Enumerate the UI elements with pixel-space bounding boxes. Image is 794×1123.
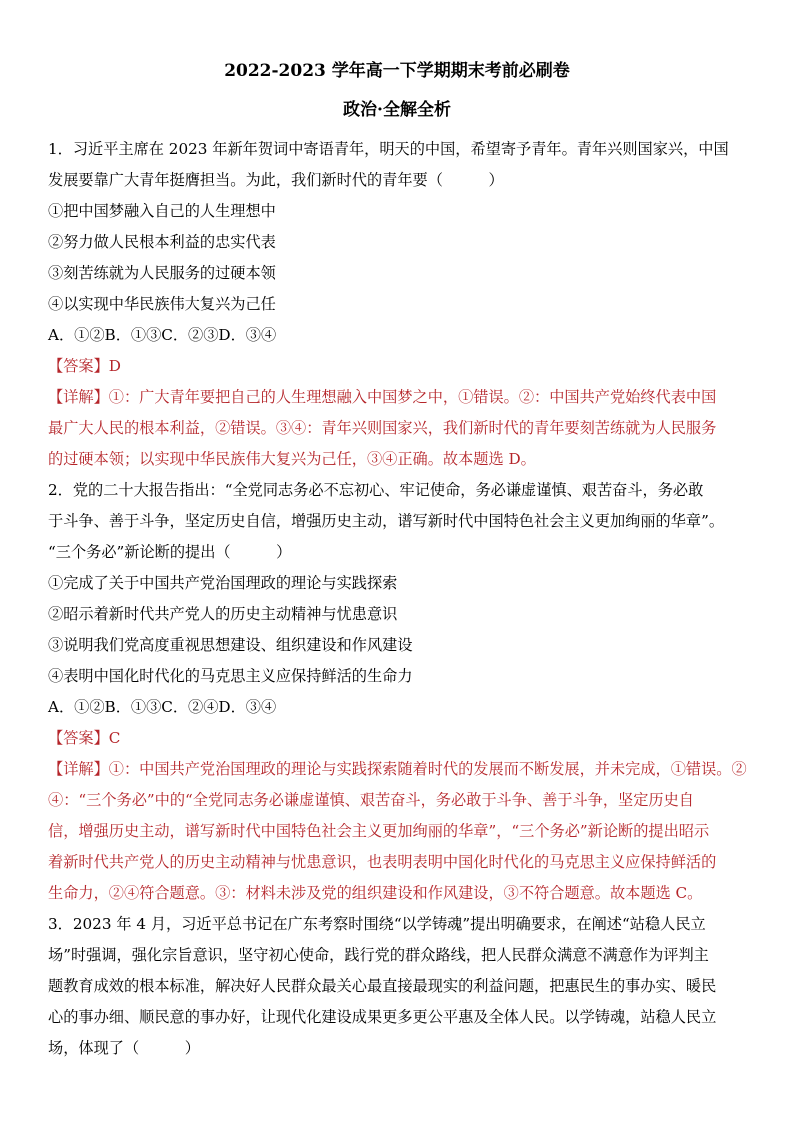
- answer-value: C: [108, 729, 121, 747]
- document-subtitle: 政治·全解全析: [343, 100, 451, 120]
- question-1: [48, 134, 760, 475]
- question-stem-line: 3．2023 年 4 月，习近平总书记在广东考察时围绕“以学铸魂”提出明确要求，在阐述“站稳人民立: [48, 915, 706, 933]
- explanation-line: 着新时代共产党人的历史主动精神与忧患意识，也表明表明中国化时代化的马克思主义应保持鲜活的: [48, 853, 717, 871]
- answer-label: 【答案】: [48, 357, 109, 375]
- option-line: ④表明中国化时代化的马克思主义应保持鲜活的生命力: [48, 667, 413, 685]
- choices-line: A．①②B．①③C．②③D．③④: [48, 326, 277, 344]
- option-line: ①把中国梦融入自己的人生理想中: [48, 202, 276, 220]
- document-title: 2022-2023 学年高一下学期期末考前必刷卷: [224, 61, 570, 81]
- explanation-line: 的过硬本领；以实现中华民族伟大复兴为己任，③④正确。故本题选 D。: [48, 450, 536, 468]
- option-line: ②昭示着新时代共产党人的历史主动精神与忧患意识: [48, 605, 398, 623]
- option-line: ②努力做人民根本利益的忠实代表: [48, 233, 276, 251]
- question-stem-line: 于斗争、善于斗争，坚定历史自信，增强历史主动，谱写新时代中国特色社会主义更加绚丽的华章”。: [48, 512, 725, 530]
- explanation-line: ④：“三个务必”中的“全党同志务必谦虚谨慎、艰苦奋斗，务必敢于斗争、善于斗争，坚定历史自: [48, 791, 694, 809]
- option-line: ①完成了关于中国共产党治国理政的理论与实践探索: [48, 574, 398, 592]
- answer-line: [48, 723, 760, 754]
- explanation-text: ①：中国共产党治国理政的理论与实践探索随着时代的发展而不断发展，并未完成，①错误。②: [108, 760, 747, 778]
- option-line: ③刻苦练就为人民服务的过硬本领: [48, 264, 276, 282]
- document-body: [48, 134, 760, 1064]
- question-stem-line: “三个务必”新论断的提出（ ）: [48, 543, 292, 561]
- explanation-line: 信，增强历史主动，谱写新时代中国特色社会主义更加绚丽的华章”，“三个务必”新论断的提出昭示: [48, 822, 710, 840]
- question-stem-line: 2．党的二十大报告指出：“全党同志务必不忘初心、牢记使命，务必谦虚谨慎、艰苦奋斗，务必敢: [48, 481, 704, 499]
- question-stem-line: 场”时强调，强化宗旨意识，坚守初心使命，践行党的群众路线，把人民群众满意不满意作为评判主: [48, 946, 709, 964]
- question-stem-line: 发展要靠广大青年挺膺担当。为此，我们新时代的青年要（ ）: [48, 171, 504, 189]
- question-stem-line: 1．习近平主席在 2023 年新年贺词中寄语青年，明天的中国，希望寄予青年。青年兴则国家兴，中国: [48, 140, 729, 158]
- explanation-line: 最广大人民的根本利益，②错误。③④：青年兴则国家兴，我们新时代的青年要刻苦练就为人民服务: [48, 419, 717, 437]
- answer-value: D: [108, 357, 121, 375]
- question-stem-line: 题教育成效的根本标准，解决好人民群众最关心最直接最现实的利益问题，把惠民生的事办实、暖民: [48, 977, 717, 995]
- explanation-line: [48, 382, 760, 413]
- answer-line: [48, 351, 760, 382]
- explanation-line: 生命力，②④符合题意。③：材料未涉及党的组织建设和作风建设，③不符合题意。故本题选 C。: [48, 884, 703, 902]
- option-line: ③说明我们党高度重视思想建设、组织建设和作风建设: [48, 636, 413, 654]
- option-line: ④以实现中华民族伟大复兴为己任: [48, 295, 276, 313]
- question-3: [48, 909, 760, 1064]
- question-stem-line: 场，体现了（ ）: [48, 1039, 200, 1057]
- explanation-label: 【详解】: [48, 388, 109, 406]
- question-stem-line: 心的事办细、顺民意的事办好，让现代化建设成果更多更公平惠及全体人民。以学铸魂，站稳人民立: [48, 1008, 717, 1026]
- explanation-text: ①：广大青年要把自己的人生理想融入中国梦之中，①错误。②：中国共产党始终代表中国: [108, 388, 717, 406]
- explanation-line: [48, 754, 760, 785]
- question-2: [48, 475, 760, 909]
- choices-line: A．①②B．①③C．②④D．③④: [48, 698, 277, 716]
- explanation-label: 【详解】: [48, 760, 109, 778]
- answer-label: 【答案】: [48, 729, 109, 747]
